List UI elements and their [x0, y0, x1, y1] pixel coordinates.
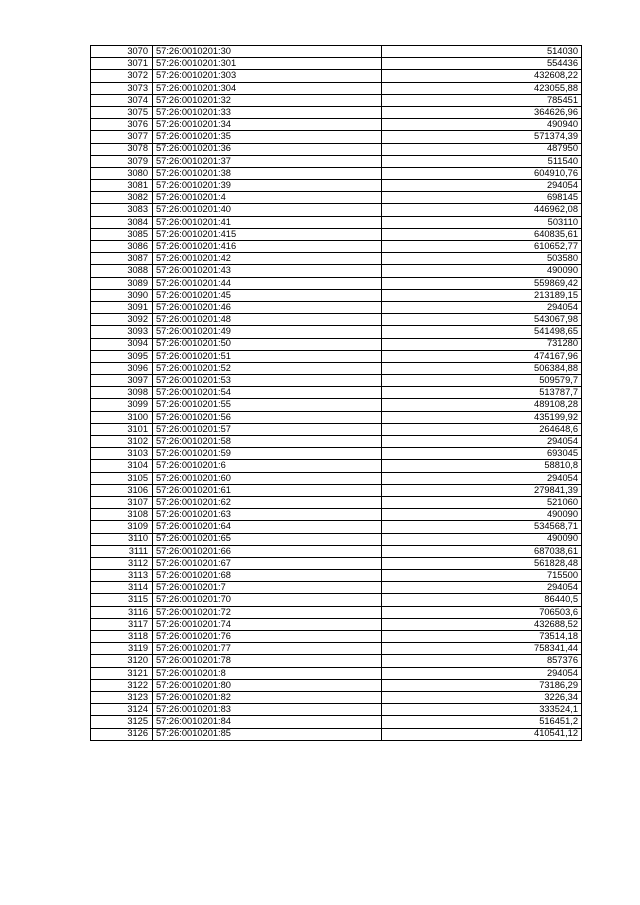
row-number-cell: 3119 [91, 643, 153, 655]
value-cell: 731280 [382, 338, 582, 350]
cadastral-number-cell: 57:26:0010201:416 [153, 241, 382, 253]
table-row [91, 204, 582, 216]
table-row [91, 350, 582, 362]
row-number-cell: 3114 [91, 582, 153, 594]
row-number-cell: 3083 [91, 204, 153, 216]
cadastral-number-cell: 57:26:0010201:44 [153, 277, 382, 289]
value-cell: 706503,6 [382, 606, 582, 618]
table-row [91, 521, 582, 533]
table-row [91, 667, 582, 679]
row-number-cell: 3089 [91, 277, 153, 289]
cadastral-number-cell: 57:26:0010201:78 [153, 655, 382, 667]
table-row [91, 484, 582, 496]
table-row [91, 119, 582, 131]
row-number-cell: 3109 [91, 521, 153, 533]
cadastral-number-cell: 57:26:0010201:76 [153, 631, 382, 643]
row-number-cell: 3072 [91, 70, 153, 82]
value-cell: 571374,39 [382, 131, 582, 143]
cadastral-number-cell: 57:26:0010201:45 [153, 289, 382, 301]
row-number-cell: 3099 [91, 399, 153, 411]
row-number-cell: 3074 [91, 94, 153, 106]
row-number-cell: 3100 [91, 411, 153, 423]
cadastral-value-table [90, 45, 582, 741]
value-cell: 423055,88 [382, 82, 582, 94]
table-row [91, 301, 582, 313]
value-cell: 73186,29 [382, 679, 582, 691]
row-number-cell: 3113 [91, 570, 153, 582]
table-row [91, 716, 582, 728]
cadastral-number-cell: 57:26:0010201:36 [153, 143, 382, 155]
value-cell: 435199,92 [382, 411, 582, 423]
table-row [91, 241, 582, 253]
value-cell: 490940 [382, 119, 582, 131]
table-row [91, 618, 582, 630]
row-number-cell: 3126 [91, 728, 153, 740]
table-row [91, 399, 582, 411]
cadastral-number-cell: 57:26:0010201:4 [153, 192, 382, 204]
row-number-cell: 3093 [91, 326, 153, 338]
cadastral-number-cell: 57:26:0010201:40 [153, 204, 382, 216]
row-number-cell: 3112 [91, 557, 153, 569]
cadastral-number-cell: 57:26:0010201:35 [153, 131, 382, 143]
value-cell: 698145 [382, 192, 582, 204]
row-number-cell: 3125 [91, 716, 153, 728]
cadastral-number-cell: 57:26:0010201:42 [153, 253, 382, 265]
row-number-cell: 3077 [91, 131, 153, 143]
table-row [91, 265, 582, 277]
table-row [91, 289, 582, 301]
value-cell: 58810,8 [382, 460, 582, 472]
value-cell: 561828,48 [382, 557, 582, 569]
table-row [91, 655, 582, 667]
table-row [91, 423, 582, 435]
table-row [91, 570, 582, 582]
cadastral-number-cell: 57:26:0010201:80 [153, 679, 382, 691]
row-number-cell: 3094 [91, 338, 153, 350]
value-cell: 294054 [382, 667, 582, 679]
value-cell: 213189,15 [382, 289, 582, 301]
table-row [91, 338, 582, 350]
table-row [91, 253, 582, 265]
row-number-cell: 3082 [91, 192, 153, 204]
value-cell: 543067,98 [382, 314, 582, 326]
cadastral-number-cell: 57:26:0010201:8 [153, 667, 382, 679]
row-number-cell: 3120 [91, 655, 153, 667]
cadastral-number-cell: 57:26:0010201:304 [153, 82, 382, 94]
cadastral-number-cell: 57:26:0010201:59 [153, 448, 382, 460]
cadastral-number-cell: 57:26:0010201:68 [153, 570, 382, 582]
value-cell: 604910,76 [382, 167, 582, 179]
table-row [91, 411, 582, 423]
table-row [91, 277, 582, 289]
table-row [91, 728, 582, 740]
cadastral-number-cell: 57:26:0010201:46 [153, 301, 382, 313]
cadastral-number-cell: 57:26:0010201:56 [153, 411, 382, 423]
cadastral-number-cell: 57:26:0010201:30 [153, 46, 382, 58]
value-cell: 693045 [382, 448, 582, 460]
row-number-cell: 3078 [91, 143, 153, 155]
value-cell: 687038,61 [382, 545, 582, 557]
table-row [91, 362, 582, 374]
value-cell: 333524,1 [382, 704, 582, 716]
table-row [91, 533, 582, 545]
cadastral-number-cell: 57:26:0010201:303 [153, 70, 382, 82]
row-number-cell: 3101 [91, 423, 153, 435]
table-row [91, 106, 582, 118]
cadastral-number-cell: 57:26:0010201:34 [153, 119, 382, 131]
value-cell: 73514,18 [382, 631, 582, 643]
table-row [91, 58, 582, 70]
cadastral-number-cell: 57:26:0010201:67 [153, 557, 382, 569]
cadastral-number-cell: 57:26:0010201:301 [153, 58, 382, 70]
table-row [91, 631, 582, 643]
table-row [91, 46, 582, 58]
value-cell: 514030 [382, 46, 582, 58]
row-number-cell: 3117 [91, 618, 153, 630]
table-row [91, 155, 582, 167]
value-cell: 513787,7 [382, 387, 582, 399]
table-row [91, 545, 582, 557]
cadastral-number-cell: 57:26:0010201:51 [153, 350, 382, 362]
table-row [91, 375, 582, 387]
cadastral-number-cell: 57:26:0010201:50 [153, 338, 382, 350]
value-cell: 294054 [382, 180, 582, 192]
table-row [91, 131, 582, 143]
value-cell: 294054 [382, 436, 582, 448]
value-cell: 446962,08 [382, 204, 582, 216]
table-row [91, 167, 582, 179]
table-row [91, 496, 582, 508]
value-cell: 503110 [382, 216, 582, 228]
value-cell: 3226,34 [382, 691, 582, 703]
value-cell: 364626,96 [382, 106, 582, 118]
cadastral-number-cell: 57:26:0010201:52 [153, 362, 382, 374]
cadastral-number-cell: 57:26:0010201:37 [153, 155, 382, 167]
value-cell: 785451 [382, 94, 582, 106]
value-cell: 490090 [382, 509, 582, 521]
cadastral-number-cell: 57:26:0010201:60 [153, 472, 382, 484]
row-number-cell: 3092 [91, 314, 153, 326]
row-number-cell: 3095 [91, 350, 153, 362]
table-row [91, 582, 582, 594]
value-cell: 294054 [382, 472, 582, 484]
value-cell: 610652,77 [382, 241, 582, 253]
row-number-cell: 3118 [91, 631, 153, 643]
row-number-cell: 3086 [91, 241, 153, 253]
row-number-cell: 3103 [91, 448, 153, 460]
row-number-cell: 3070 [91, 46, 153, 58]
value-cell: 279841,39 [382, 484, 582, 496]
row-number-cell: 3121 [91, 667, 153, 679]
table-row [91, 143, 582, 155]
row-number-cell: 3076 [91, 119, 153, 131]
value-cell: 511540 [382, 155, 582, 167]
row-number-cell: 3079 [91, 155, 153, 167]
row-number-cell: 3124 [91, 704, 153, 716]
value-cell: 640835,61 [382, 228, 582, 240]
table-row [91, 436, 582, 448]
cadastral-number-cell: 57:26:0010201:6 [153, 460, 382, 472]
row-number-cell: 3122 [91, 679, 153, 691]
table-row [91, 228, 582, 240]
table-row [91, 326, 582, 338]
row-number-cell: 3098 [91, 387, 153, 399]
table-row [91, 448, 582, 460]
cadastral-number-cell: 57:26:0010201:57 [153, 423, 382, 435]
value-cell: 521060 [382, 496, 582, 508]
cadastral-number-cell: 57:26:0010201:66 [153, 545, 382, 557]
value-cell: 857376 [382, 655, 582, 667]
row-number-cell: 3071 [91, 58, 153, 70]
value-cell: 503580 [382, 253, 582, 265]
row-number-cell: 3105 [91, 472, 153, 484]
value-cell: 487950 [382, 143, 582, 155]
value-cell: 559869,42 [382, 277, 582, 289]
row-number-cell: 3085 [91, 228, 153, 240]
value-cell: 506384,88 [382, 362, 582, 374]
value-cell: 490090 [382, 533, 582, 545]
value-cell: 489108,28 [382, 399, 582, 411]
cadastral-number-cell: 57:26:0010201:39 [153, 180, 382, 192]
table-row [91, 679, 582, 691]
row-number-cell: 3091 [91, 301, 153, 313]
table-row [91, 509, 582, 521]
value-cell: 534568,71 [382, 521, 582, 533]
cadastral-number-cell: 57:26:0010201:58 [153, 436, 382, 448]
cadastral-number-cell: 57:26:0010201:85 [153, 728, 382, 740]
value-cell: 715500 [382, 570, 582, 582]
table-row [91, 472, 582, 484]
row-number-cell: 3107 [91, 496, 153, 508]
value-cell: 554436 [382, 58, 582, 70]
cadastral-number-cell: 57:26:0010201:41 [153, 216, 382, 228]
cadastral-number-cell: 57:26:0010201:64 [153, 521, 382, 533]
value-cell: 490090 [382, 265, 582, 277]
cadastral-number-cell: 57:26:0010201:55 [153, 399, 382, 411]
row-number-cell: 3080 [91, 167, 153, 179]
cadastral-number-cell: 57:26:0010201:54 [153, 387, 382, 399]
table-row [91, 180, 582, 192]
cadastral-number-cell: 57:26:0010201:7 [153, 582, 382, 594]
cadastral-number-cell: 57:26:0010201:48 [153, 314, 382, 326]
value-cell: 432608,22 [382, 70, 582, 82]
cadastral-number-cell: 57:26:0010201:61 [153, 484, 382, 496]
row-number-cell: 3087 [91, 253, 153, 265]
row-number-cell: 3123 [91, 691, 153, 703]
cadastral-number-cell: 57:26:0010201:74 [153, 618, 382, 630]
row-number-cell: 3090 [91, 289, 153, 301]
table-row [91, 70, 582, 82]
row-number-cell: 3116 [91, 606, 153, 618]
table-row [91, 643, 582, 655]
table-row [91, 704, 582, 716]
cadastral-number-cell: 57:26:0010201:83 [153, 704, 382, 716]
row-number-cell: 3073 [91, 82, 153, 94]
row-number-cell: 3088 [91, 265, 153, 277]
row-number-cell: 3106 [91, 484, 153, 496]
cadastral-number-cell: 57:26:0010201:72 [153, 606, 382, 618]
row-number-cell: 3115 [91, 594, 153, 606]
value-cell: 541498,65 [382, 326, 582, 338]
cadastral-number-cell: 57:26:0010201:63 [153, 509, 382, 521]
table-row [91, 460, 582, 472]
row-number-cell: 3081 [91, 180, 153, 192]
value-cell: 758341,44 [382, 643, 582, 655]
value-cell: 432688,52 [382, 618, 582, 630]
row-number-cell: 3075 [91, 106, 153, 118]
value-cell: 516451,2 [382, 716, 582, 728]
cadastral-number-cell: 57:26:0010201:32 [153, 94, 382, 106]
cadastral-number-cell: 57:26:0010201:53 [153, 375, 382, 387]
cadastral-number-cell: 57:26:0010201:84 [153, 716, 382, 728]
row-number-cell: 3102 [91, 436, 153, 448]
row-number-cell: 3104 [91, 460, 153, 472]
value-cell: 264648,6 [382, 423, 582, 435]
table-row [91, 82, 582, 94]
cadastral-number-cell: 57:26:0010201:70 [153, 594, 382, 606]
value-cell: 410541,12 [382, 728, 582, 740]
table-row [91, 691, 582, 703]
value-cell: 294054 [382, 301, 582, 313]
table-row [91, 216, 582, 228]
row-number-cell: 3084 [91, 216, 153, 228]
value-cell: 474167,96 [382, 350, 582, 362]
row-number-cell: 3110 [91, 533, 153, 545]
value-cell: 509579,7 [382, 375, 582, 387]
row-number-cell: 3097 [91, 375, 153, 387]
table-row [91, 594, 582, 606]
table-row [91, 94, 582, 106]
table-row [91, 387, 582, 399]
value-cell: 294054 [382, 582, 582, 594]
table-row [91, 192, 582, 204]
cadastral-number-cell: 57:26:0010201:33 [153, 106, 382, 118]
table-row [91, 314, 582, 326]
value-cell: 86440,5 [382, 594, 582, 606]
row-number-cell: 3111 [91, 545, 153, 557]
cadastral-number-cell: 57:26:0010201:415 [153, 228, 382, 240]
table-row [91, 606, 582, 618]
row-number-cell: 3096 [91, 362, 153, 374]
cadastral-number-cell: 57:26:0010201:82 [153, 691, 382, 703]
cadastral-number-cell: 57:26:0010201:38 [153, 167, 382, 179]
cadastral-number-cell: 57:26:0010201:49 [153, 326, 382, 338]
table-body [91, 46, 582, 741]
cadastral-number-cell: 57:26:0010201:77 [153, 643, 382, 655]
cadastral-number-cell: 57:26:0010201:62 [153, 496, 382, 508]
cadastral-number-cell: 57:26:0010201:65 [153, 533, 382, 545]
table-row [91, 557, 582, 569]
row-number-cell: 3108 [91, 509, 153, 521]
cadastral-number-cell: 57:26:0010201:43 [153, 265, 382, 277]
